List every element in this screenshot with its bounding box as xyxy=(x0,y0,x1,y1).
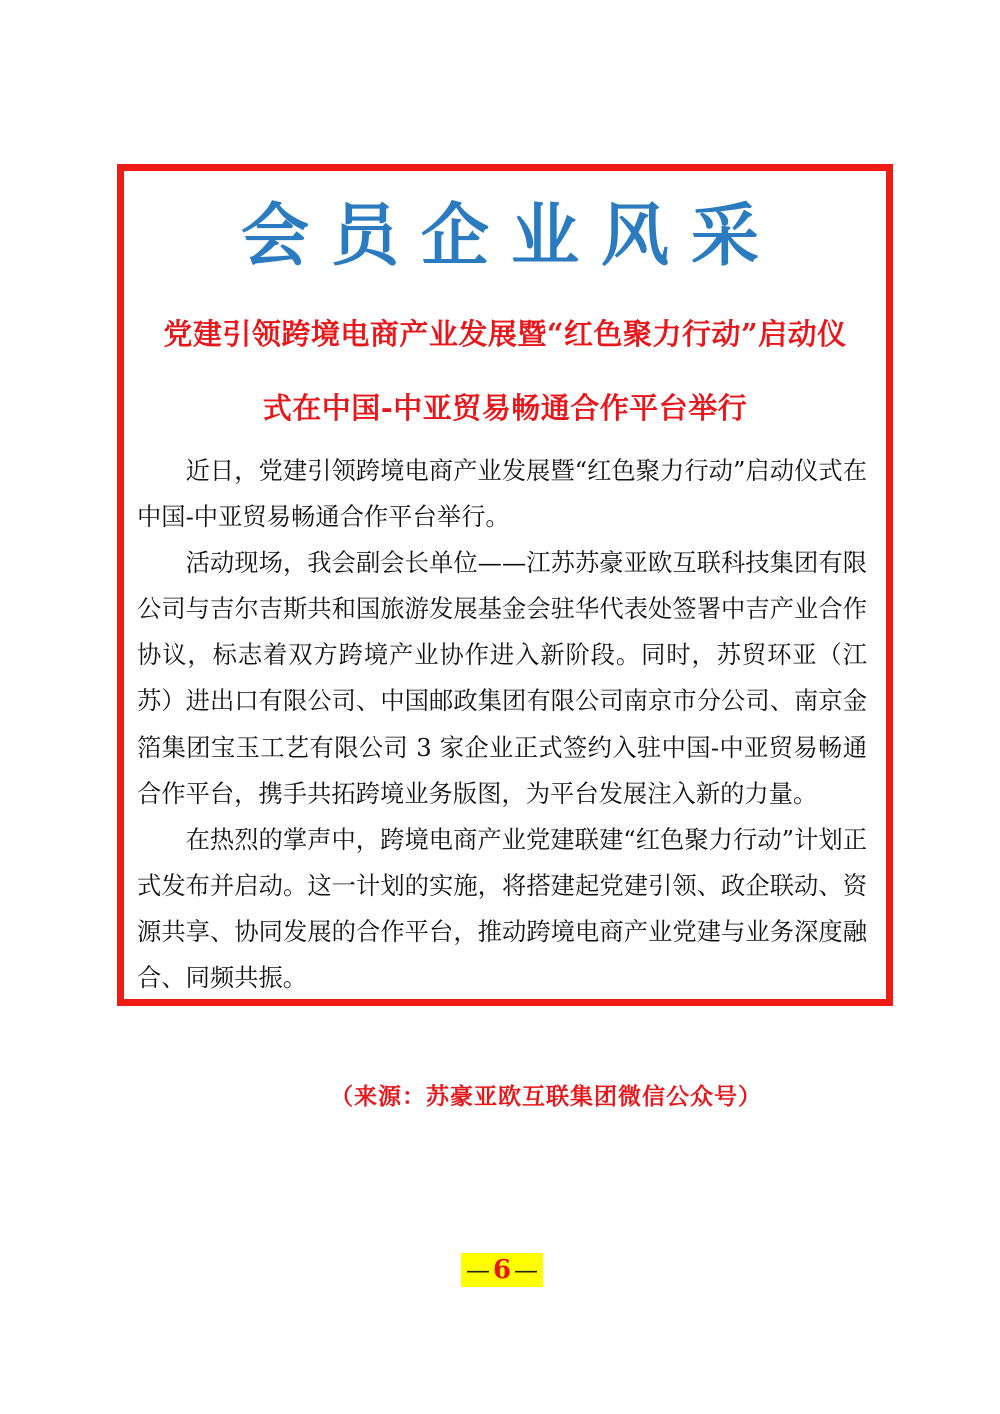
page-number-left-dash: — xyxy=(465,1256,490,1284)
article-paragraph: 在热烈的掌声中，跨境电商产业党建联建“红色聚力行动”计划正式发布并启动。这一计划的实施，将搭建起党建引领、政企联动、资源共享、协同发展的合作平台，推动跨境电商产业党建与业务深度融合、同频共振。 xyxy=(137,824,867,993)
article-paragraph: 近日，党建引领跨境电商产业发展暨“红色聚力行动”启动仪式在中国-中亚贸易畅通合作平台举行。 xyxy=(137,456,867,532)
page-number-value: 6 xyxy=(492,1255,512,1285)
article-paragraph: 活动现场，我会副会长单位——江苏苏豪亚欧互联科技集团有限公司与吉尔吉斯共和国旅游发展基金会驻华代表处签署中吉产业合作协议，标志着双方跨境产业协作进入新阶段。同时，苏贸环亚（江苏）进出口有限公司、中国邮政集团有限公司南京市分公司、南京金箔集团宝玉工艺有限公司 3 家企业正式签约入驻中国-中亚贸易畅通合作平台，携手共拓跨境业务版图，为平台发展注入新的力量。 xyxy=(137,548,867,808)
page-number-right-dash: — xyxy=(514,1256,539,1284)
page-title: 会员企业风采 xyxy=(240,196,781,276)
article-headline-line-2: 式在中国-中亚贸易畅通合作平台举行 xyxy=(262,391,748,425)
source-attribution: （来源：苏豪亚欧互联集团微信公众号） xyxy=(330,1083,762,1110)
article-body xyxy=(137,448,867,1001)
article-headline-line-1: 党建引领跨境电商产业发展暨“红色聚力行动”启动仪 xyxy=(163,317,847,351)
page-number xyxy=(461,1253,543,1287)
